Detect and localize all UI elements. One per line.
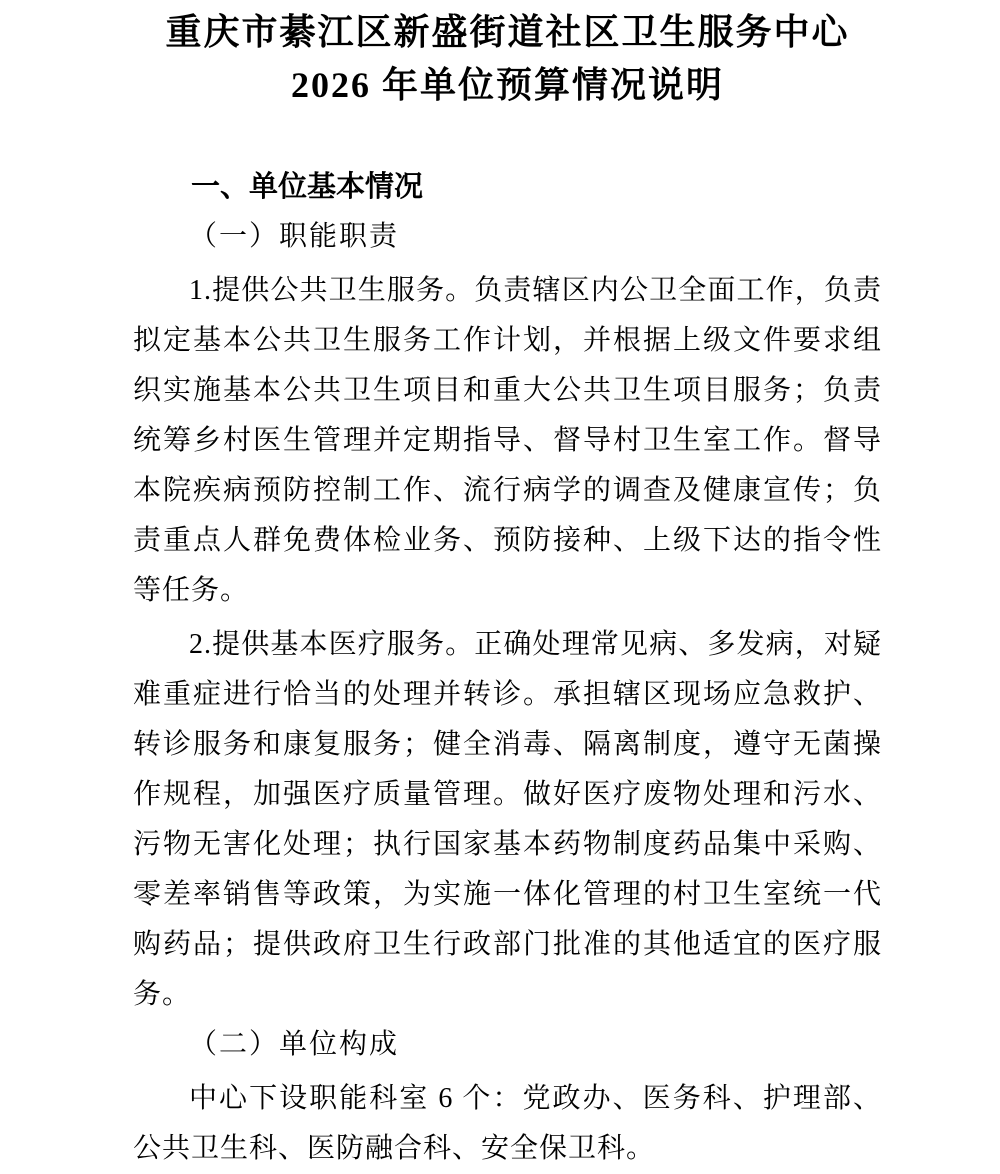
document-title-line2: 2026 年单位预算情况说明 (290, 65, 724, 105)
document-content (133, 0, 882, 1174)
section-heading-unit-basic-info: 一、单位基本情况 (191, 171, 424, 203)
document-title-line1: 重庆市綦江区新盛街道社区卫生服务中心 (165, 12, 850, 52)
subsection-heading-duties: （一）职能职责 (189, 221, 400, 252)
paragraph-basic-medical-services: 2.提供基本医疗服务。正确处理常见病、多发病，对疑难重症进行恰当的处理并转诊。承担辖区现场应急救护、转诊服务和康复服务；健全消毒、隔离制度，遵守无菌操作规程，加强医疗质量管理。做好医疗废物处理和污水、污物无害化处理；执行国家基本药物制度药品集中采购、零差率销售等政策，为实施一体化管理的村卫生室统一代购药品；提供政府卫生行政部门批准的其他适宜的医疗服务。 (133, 629, 882, 1010)
document-title (133, 0, 882, 112)
paragraph-public-health-services: 1.提供公共卫生服务。负责辖区内公卫全面工作，负责拟定基本公共卫生服务工作计划，并根据上级文件要求组织实施基本公共卫生项目和重大公共卫生项目服务；负责统筹乡村医生管理并定期指导、督导村卫生室工作。督导本院疾病预防控制工作、流行病学的调查及健康宣传；负责重点人群免费体检业务、预防接种、上级下达的指令性等任务。 (133, 275, 882, 606)
paragraph-departments: 中心下设职能科室 6 个：党政办、医务科、护理部、公共卫生科、医防融合科、安全保卫科。 (133, 1083, 882, 1164)
subsection-heading-unit-composition: （二）单位构成 (189, 1029, 400, 1060)
